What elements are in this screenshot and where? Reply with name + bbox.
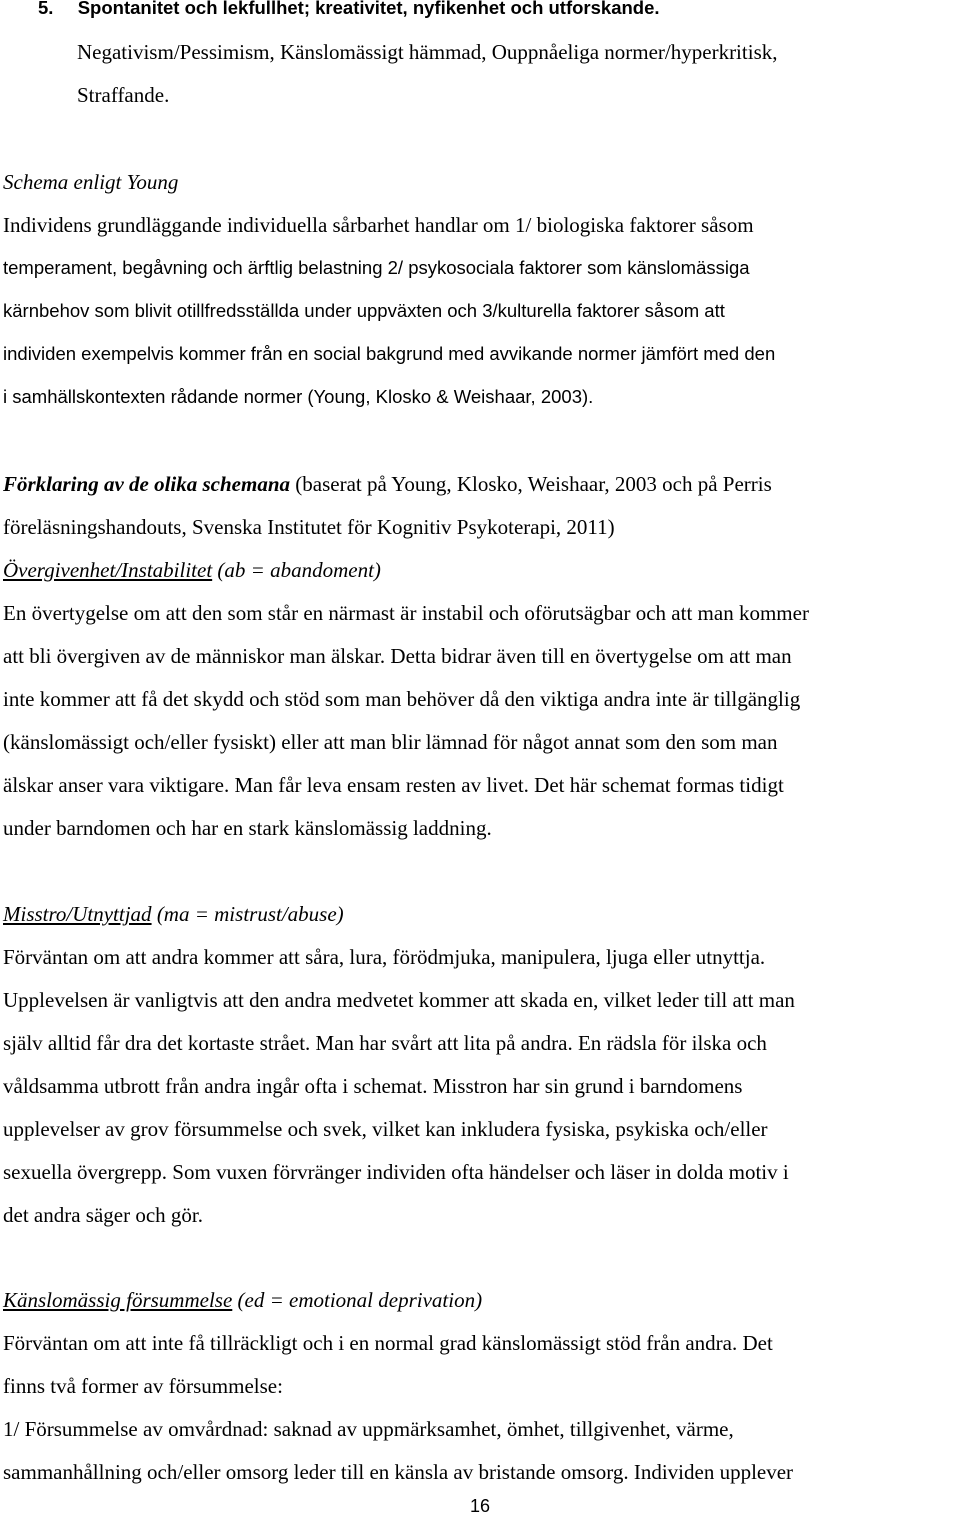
paragraph-line: kärnbehov som blivit otillfredsställda under uppväxten och 3/kulturella faktorer såsom att [3, 300, 725, 321]
paragraph-line: älskar anser vara viktigare. Man får leva ensam resten av livet. Det här schemat formas tidigt [3, 773, 784, 797]
page-number: 16 [469, 1496, 491, 1516]
list-number: 5. [38, 0, 54, 18]
section-heading: Schema enligt Young [3, 170, 179, 194]
paragraph-line: under barndomen och har en stark känslomässig laddning. [3, 816, 492, 840]
explanation-source: (baserat på Young, Klosko, Weishaar, 2003 och på Perris [290, 472, 772, 496]
list-item-line: Negativism/Pessimism, Känslomässigt hämmad, Ouppnåeliga normer/hyperkritisk, [77, 40, 778, 64]
paragraph-line: 1/ Försummelse av omvårdnad: saknad av uppmärksamhet, ömhet, tillgivenhet, värme, [3, 1417, 734, 1441]
list-item-line: Straffande. [77, 83, 170, 107]
paragraph-line: i samhällskontexten rådande normer (Young, Klosko & Weishaar, 2003). [3, 386, 594, 407]
paragraph-line: inte kommer att få det skydd och stöd som man behöver då den viktiga andra inte är tillgänglig [3, 687, 801, 711]
paragraph-line: individen exempelvis kommer från en social bakgrund med avvikande normer jämfört med den [3, 343, 776, 364]
schema-abbreviation: (ab = abandoment) [212, 558, 381, 582]
list-item-5 [38, 0, 660, 18]
paragraph-line: Förväntan om att inte få tillräckligt och i en normal grad känslomässigt stöd från andra. Det [3, 1331, 773, 1355]
schema-heading-deprivation [3, 1290, 482, 1311]
explanation-line [3, 474, 772, 495]
paragraph-line: En övertygelse om att den som står en närmast är instabil och oförutsägbar och att man kommer [3, 601, 809, 625]
paragraph-line: finns två former av försummelse: [3, 1374, 283, 1398]
schema-heading-abandonment [3, 560, 381, 581]
paragraph-line: sexuella övergrepp. Som vuxen förvränger individen ofta händelser och läser in dolda motiv i [3, 1160, 789, 1184]
schema-heading-mistrust [3, 904, 344, 925]
paragraph-line: upplevelser av grov försummelse och svek, vilket kan inkludera fysiska, psykiska och/eller [3, 1117, 768, 1141]
paragraph-line: våldsamma utbrott från andra ingår ofta i schemat. Misstron har sin grund i barndomens [3, 1074, 743, 1098]
paragraph-line: själv alltid får dra det kortaste strået. Man har svårt att lita på andra. En rädsla för ilska och [3, 1031, 767, 1055]
schema-abbreviation: (ed = emotional deprivation) [232, 1288, 483, 1312]
paragraph-line: sammanhållning och/eller omsorg leder till en känsla av bristande omsorg. Individen upplever [3, 1460, 794, 1484]
explanation-line: föreläsningshandouts, Svenska Institutet för Kognitiv Psykoterapi, 2011) [3, 515, 615, 539]
paragraph-line: Individens grundläggande individuella sårbarhet handlar om 1/ biologiska faktorer såsom [3, 213, 754, 237]
paragraph-line: det andra säger och gör. [3, 1203, 204, 1227]
paragraph-line: att bli övergiven av de människor man älskar. Detta bidrar även till en övertygelse om att man [3, 644, 792, 668]
paragraph-line: temperament, begåvning och ärftlig belastning 2/ psykosociala faktorer som känslomässiga [3, 257, 750, 278]
schema-title: Känslomässig försummelse [3, 1288, 233, 1312]
list-item-title: Spontanitet och lekfullhet; kreativitet, nyfikenhet och utforskande. [77, 0, 660, 18]
paragraph-line: Förväntan om att andra kommer att såra, lura, förödmjuka, manipulera, ljuga eller utnyttja. [3, 945, 766, 969]
explanation-heading: Förklaring av de olika schemana [3, 472, 291, 496]
schema-abbreviation: (ma = mistrust/abuse) [151, 902, 344, 926]
paragraph-line: Upplevelsen är vanligtvis att den andra medvetet kommer att skada en, vilket leder till att man [3, 988, 795, 1012]
schema-title: Övergivenhet/Instabilitet [3, 558, 213, 582]
paragraph-line: (känslomässigt och/eller fysiskt) eller att man blir lämnad för något annat som den som man [3, 730, 778, 754]
schema-title: Misstro/Utnyttjad [3, 902, 152, 926]
